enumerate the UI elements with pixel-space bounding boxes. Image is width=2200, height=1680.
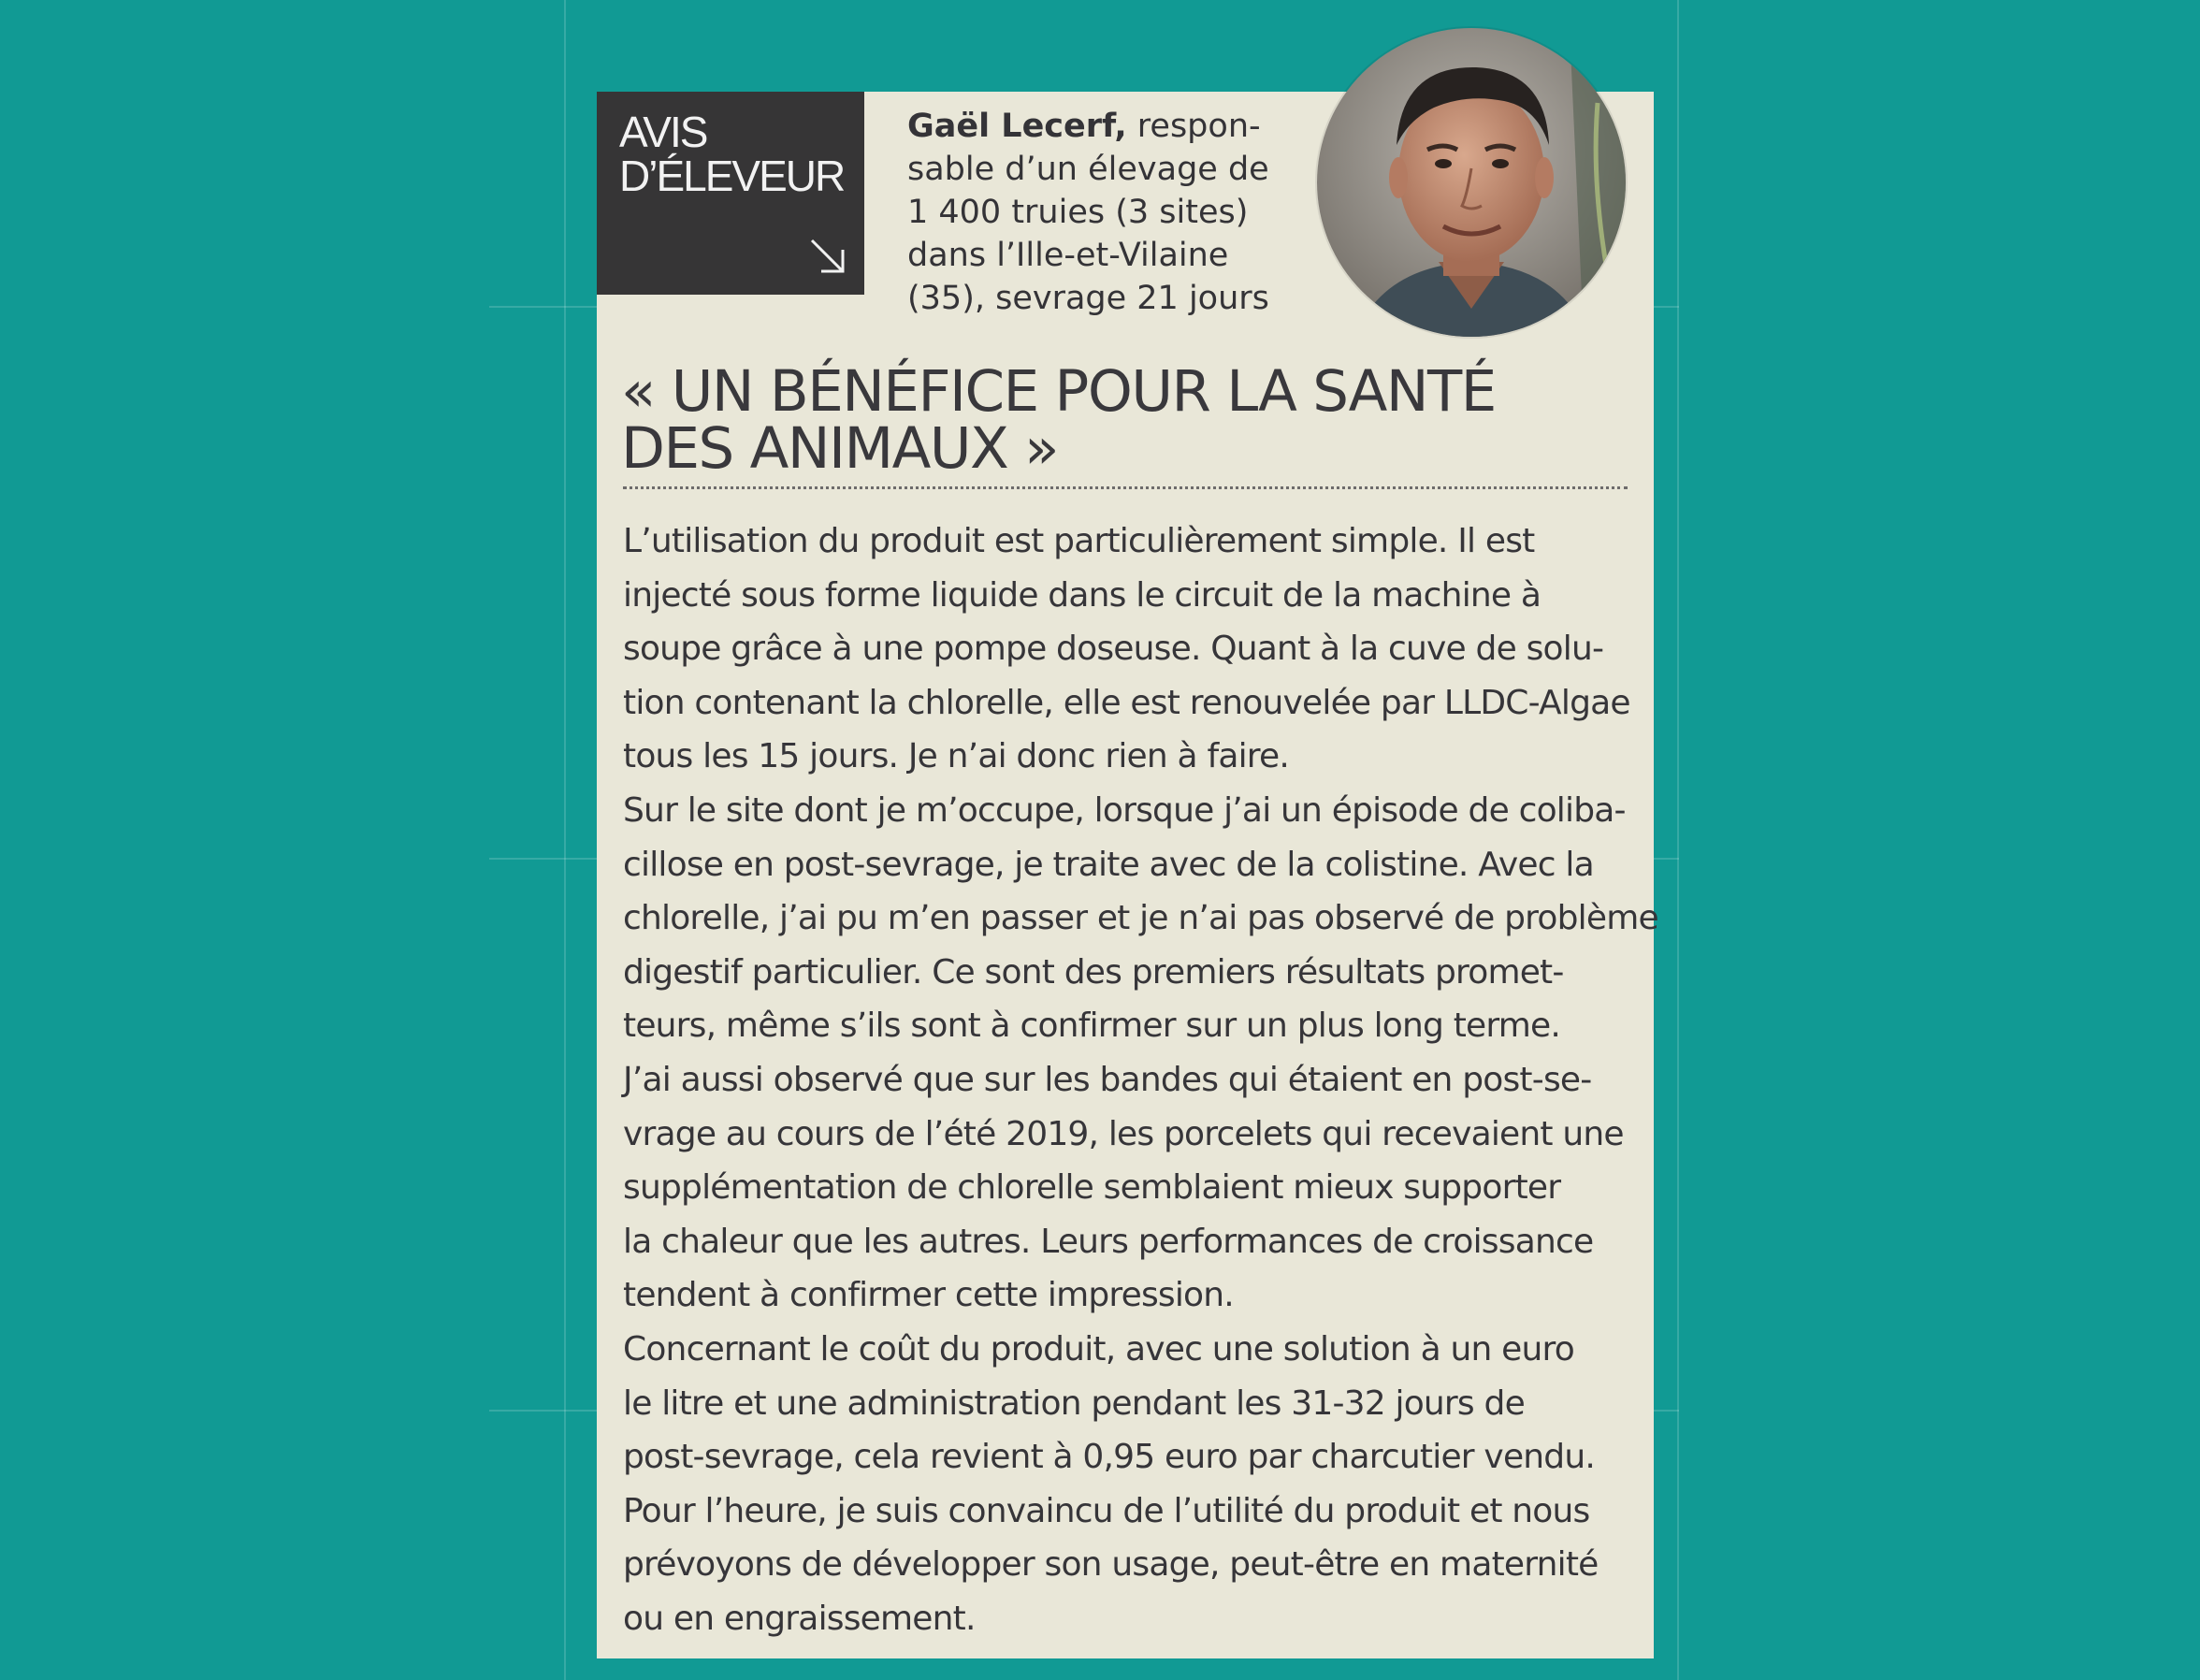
author-line: sable d’un élevage de xyxy=(907,151,1269,188)
body-line: tion contenant la chlorelle, elle est renouvelée par LLDC-Algae xyxy=(623,683,1630,722)
body-line: L’utilisation du produit est particulièrement simple. Il est xyxy=(623,522,1535,560)
body-line: tendent à confirmer cette impression. xyxy=(623,1276,1234,1315)
headline-line: DES ANIMAUX » xyxy=(621,415,1058,482)
body-line: vrage au cours de l’été 2019, les porcelets qui recevaient une xyxy=(623,1114,1624,1153)
guide-line xyxy=(564,0,566,1680)
arrow-down-right-icon xyxy=(808,237,847,276)
body-line: tous les 15 jours. Je n’ai donc rien à faire. xyxy=(623,737,1290,776)
body-line: supplémentation de chlorelle semblaient mieux supporter xyxy=(623,1168,1561,1208)
body-line: teurs, même s’ils sont à confirmer sur un plus long terme. xyxy=(623,1007,1560,1046)
body-line: prévoyons de développer son usage, peut-être en maternité xyxy=(623,1545,1599,1585)
body-line: ou en engraissement. xyxy=(623,1599,976,1638)
body-line: le litre et une administration pendant les 31-32 jours de xyxy=(623,1383,1525,1423)
author-line: (35), sevrage 21 jours xyxy=(907,280,1269,317)
body-line: cillose en post-sevrage, je traite avec de la colistine. Avec la xyxy=(623,845,1594,884)
body-line: injecté sous forme liquide dans le circuit de la machine à xyxy=(623,575,1541,615)
body-line: Pour l’heure, je suis convaincu de l’utilité du produit et nous xyxy=(623,1491,1590,1530)
badge-label: AVIS D’ÉLEVEUR xyxy=(619,108,845,200)
guide-line xyxy=(1677,0,1679,1680)
author-name: Gaël Lecerf, xyxy=(907,108,1127,145)
body-line: J’ai aussi observé que sur les bandes qui étaient en post-se- xyxy=(623,1060,1592,1099)
body-line: post-sevrage, cela revient à 0,95 euro par charcutier vendu. xyxy=(623,1438,1596,1477)
body-line: Concernant le coût du produit, avec une solution à un euro xyxy=(623,1329,1574,1369)
headline-line: « UN BÉNÉFICE POUR LA SANTÉ xyxy=(621,358,1496,425)
portrait-photo xyxy=(1317,28,1626,337)
author-line: 1 400 truies (3 sites) xyxy=(907,194,1249,231)
headline xyxy=(621,358,1613,482)
author-photo xyxy=(1317,28,1626,337)
avis-eleveur-badge xyxy=(597,92,864,295)
testimonial-body xyxy=(623,514,1658,1645)
author-info xyxy=(907,105,1310,320)
body-line: digestif particulier. Ce sont des premiers résultats promet- xyxy=(623,952,1564,992)
body-line: soupe grâce à une pompe doseuse. Quant à la cuve de solu- xyxy=(623,630,1604,669)
author-line: dans l’Ille-et-Vilaine xyxy=(907,237,1229,274)
author-line: respon- xyxy=(1126,108,1261,145)
dotted-divider xyxy=(623,486,1628,489)
body-line: chlorelle, j’ai pu m’en passer et je n’ai pas observé de problème xyxy=(623,899,1658,938)
body-line: la chaleur que les autres. Leurs performances de croissance xyxy=(623,1222,1594,1261)
body-line: Sur le site dont je m’occupe, lorsque j’ai un épisode de coliba- xyxy=(623,790,1626,830)
